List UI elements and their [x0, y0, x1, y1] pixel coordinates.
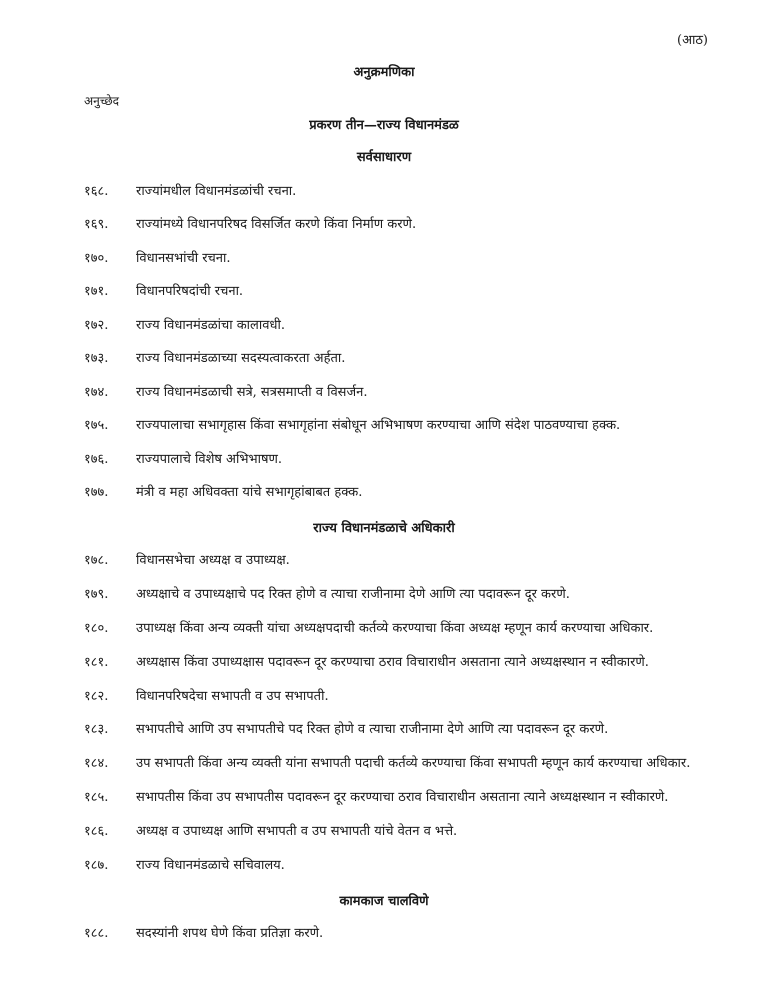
- entry-number: १८१.: [84, 655, 109, 670]
- entry-text: उपाध्यक्ष किंवा अन्य व्यक्ती यांचा अध्यक्षपदाची कर्तव्ये करण्याचा किंवा अध्यक्ष म्हणून कार्य करण्याचा अधिकार.: [136, 621, 654, 636]
- entry-number: १७१.: [84, 284, 109, 299]
- entry-number: १७६.: [84, 452, 109, 467]
- entry-text: सभापतीस किंवा उप सभापतीस पदावरून दूर करण्याचा ठराव विचाराधीन असताना त्याने अध्यक्षस्थान न स्वीकारणे.: [136, 790, 669, 805]
- entry-number: १७३.: [84, 351, 109, 366]
- entry-number: १८८.: [84, 926, 109, 941]
- entry-text: राज्य विधानमंडळाच्या सदस्यत्वाकरता अर्हता.: [136, 351, 346, 366]
- entry-number: १८२.: [84, 689, 109, 704]
- section-heading: राज्य विधानमंडळाचे अधिकारी: [313, 521, 455, 536]
- entry-number: १६८.: [84, 184, 109, 199]
- entry-number: १८३.: [84, 722, 109, 737]
- section-heading: सर्वसाधारण: [356, 150, 412, 165]
- entry-text: राज्य विधानमंडळांचा कालावधी.: [136, 318, 285, 333]
- entry-text: विधानपरिषदेचा सभापती व उप सभापती.: [136, 689, 329, 704]
- entry-text: सदस्यांनी शपथ घेणे किंवा प्रतिज्ञा करणे.: [136, 926, 324, 941]
- entry-text: विधानसभेचा अध्यक्ष व उपाध्यक्ष.: [136, 553, 290, 568]
- entry-text: अध्यक्षास किंवा उपाध्यक्षास पदावरून दूर करण्याचा ठराव विचाराधीन असताना त्याने अध्यक्षस्थान न स्वीकारणे.: [136, 655, 649, 670]
- entry-text: राज्यपालाचे विशेष अभिभाषण.: [136, 452, 283, 467]
- entry-number: १८४.: [84, 756, 109, 771]
- section-heading: कामकाज चालविणे: [339, 894, 429, 909]
- entry-text: मंत्री व महा अधिवक्ता यांचे सभागृहांबाबत हक्क.: [136, 485, 363, 500]
- entry-text: अध्यक्षाचे व उपाध्यक्षाचे पद रिक्त होणे व त्याचा राजीनामा देणे आणि त्या पदावरून दूर करणे.: [136, 587, 570, 602]
- entry-text: विधानसभांची रचना.: [136, 251, 231, 266]
- entry-number: १८७.: [84, 858, 109, 873]
- entry-number: १८६.: [84, 824, 109, 839]
- chapter-title: प्रकरण तीन—राज्य विधानमंडळ: [309, 118, 459, 133]
- entry-number: १८०.: [84, 621, 109, 636]
- entry-number: १७९.: [84, 587, 109, 602]
- entry-text: अध्यक्ष व उपाध्यक्ष आणि सभापती व उप सभापती यांचे वेतन व भत्ते.: [136, 824, 458, 839]
- entry-text: राज्यांमधील विधानमंडळांची रचना.: [136, 184, 297, 199]
- entry-number: १७७.: [84, 485, 109, 500]
- entry-text: विधानपरिषदांची रचना.: [136, 284, 244, 299]
- entry-number: १६९.: [84, 217, 109, 232]
- entry-text: राज्य विधानमंडळाचे सचिवालय.: [136, 858, 285, 873]
- entry-number: १७२.: [84, 318, 109, 333]
- entry-number: १८५.: [84, 790, 109, 805]
- entry-text: राज्य विधानमंडळाची सत्रे, सत्रसमाप्ती व विसर्जन.: [136, 385, 368, 400]
- column-label: अनुच्छेद: [84, 94, 120, 108]
- document-title: अनुक्रमणिका: [353, 65, 415, 80]
- entry-number: १७५.: [84, 418, 109, 433]
- entry-text: राज्यांमध्ये विधानपरिषद विसर्जित करणे किंवा निर्माण करणे.: [136, 217, 417, 232]
- entry-text: उप सभापती किंवा अन्य व्यक्ती यांना सभापती पदाची कर्तव्ये करण्याचा किंवा सभापती म्हणून कार्य करण्याचा अधिकार.: [136, 756, 691, 771]
- entry-number: १७८.: [84, 553, 109, 568]
- entry-number: १७०.: [84, 251, 109, 266]
- entry-text: सभापतीचे आणि उप सभापतीचे पद रिक्त होणे व त्याचा राजीनामा देणे आणि त्या पदावरून दूर करणे.: [136, 722, 609, 737]
- entry-text: राज्यपालाचा सभागृहास किंवा सभागृहांना संबोधून अभिभाषण करण्याचा आणि संदेश पाठवण्याचा हक्क.: [136, 418, 621, 433]
- page-number: (आठ): [677, 33, 708, 48]
- entry-number: १७४.: [84, 385, 109, 400]
